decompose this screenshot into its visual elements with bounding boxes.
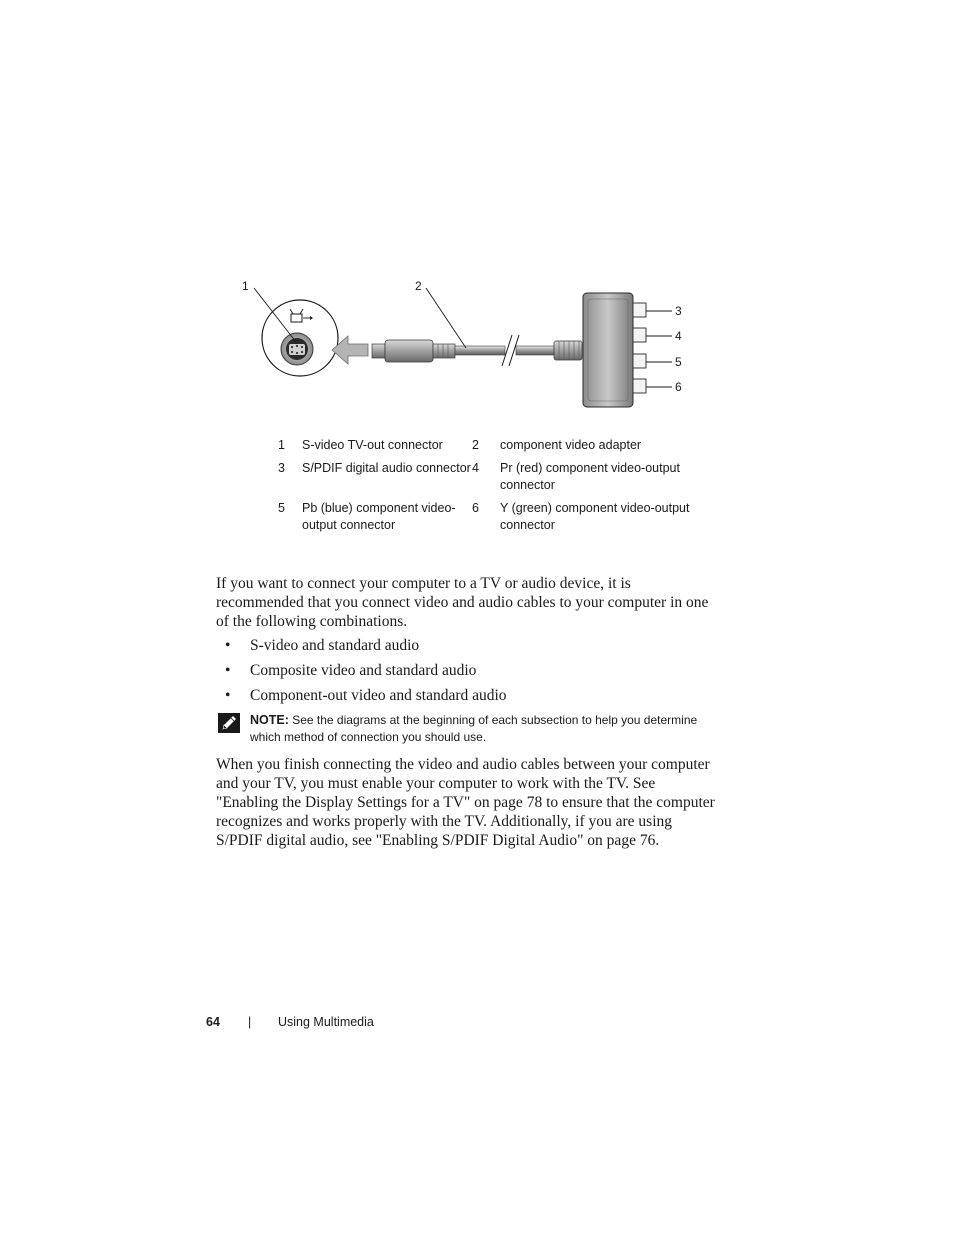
callout-4: 4	[675, 329, 682, 343]
legend-number: 2	[472, 438, 479, 452]
callout-2: 2	[415, 279, 422, 293]
legend-number: 1	[278, 438, 285, 452]
legend-label: Y (green) component video-output connector	[500, 501, 690, 532]
component-adapter-box	[583, 293, 633, 407]
pencil-icon	[218, 713, 240, 733]
list-item-text: S-video and standard audio	[250, 637, 420, 654]
legend-label: Pb (blue) component video-output connector	[302, 501, 456, 532]
list-item	[216, 686, 716, 711]
legend-row	[272, 437, 692, 460]
callout-6: 6	[675, 380, 682, 394]
callout-5: 5	[675, 355, 682, 369]
rca-connectors	[633, 303, 646, 393]
legend-number: 5	[278, 501, 285, 515]
note-text: See the diagrams at the beginning of each subsection to help you determine which method of connection you should use.	[250, 713, 698, 744]
legend-row	[272, 460, 692, 500]
svideo-port	[262, 300, 338, 376]
legend-label: Pr (red) component video-output connector	[500, 461, 680, 492]
diagram-illustration	[230, 270, 700, 420]
callout-3: 3	[675, 304, 682, 318]
legend-number: 6	[472, 501, 479, 515]
connection-combinations-list	[216, 636, 716, 711]
note-block	[216, 712, 726, 746]
connection-diagram	[230, 270, 700, 420]
section-title: Using Multimedia	[278, 1015, 374, 1029]
callout-legend	[272, 437, 692, 540]
note-label: NOTE:	[250, 713, 289, 727]
legend-label: component video adapter	[500, 438, 642, 452]
legend-label: S-video TV-out connector	[302, 438, 443, 452]
list-item-text: Composite video and standard audio	[250, 662, 477, 679]
list-item	[216, 661, 716, 686]
closing-paragraph: When you finish connecting the video and audio cables between your computer and your TV, you must enable your computer to work with the TV. See "Enabling the Display Settings for a TV" on page 78 to ensure that the computer recognizes and works properly with the TV. Additionally, if you are using S/PDIF digital audio, see "Enabling S/PDIF Digital Audio" on page 76.	[216, 756, 715, 849]
legend-label: S/PDIF digital audio connector	[302, 461, 471, 475]
svideo-plug	[372, 340, 455, 362]
list-item	[216, 636, 716, 661]
adapter-cable	[455, 335, 554, 366]
strain-relief	[554, 341, 582, 360]
legend-number: 3	[278, 461, 285, 475]
callout-1: 1	[242, 279, 249, 293]
legend-number: 4	[472, 461, 479, 475]
bullet-icon: •	[225, 687, 231, 704]
footer-separator: |	[248, 1015, 252, 1029]
bullet-icon: •	[225, 637, 231, 654]
legend-row	[272, 500, 692, 540]
bullet-icon: •	[225, 662, 231, 679]
page-number: 64	[206, 1015, 220, 1029]
list-item-text: Component-out video and standard audio	[250, 687, 507, 704]
intro-paragraph: If you want to connect your computer to a TV or audio device, it is recommended that you connect video and audio cables to your computer in one of the following combinations.	[216, 575, 709, 630]
